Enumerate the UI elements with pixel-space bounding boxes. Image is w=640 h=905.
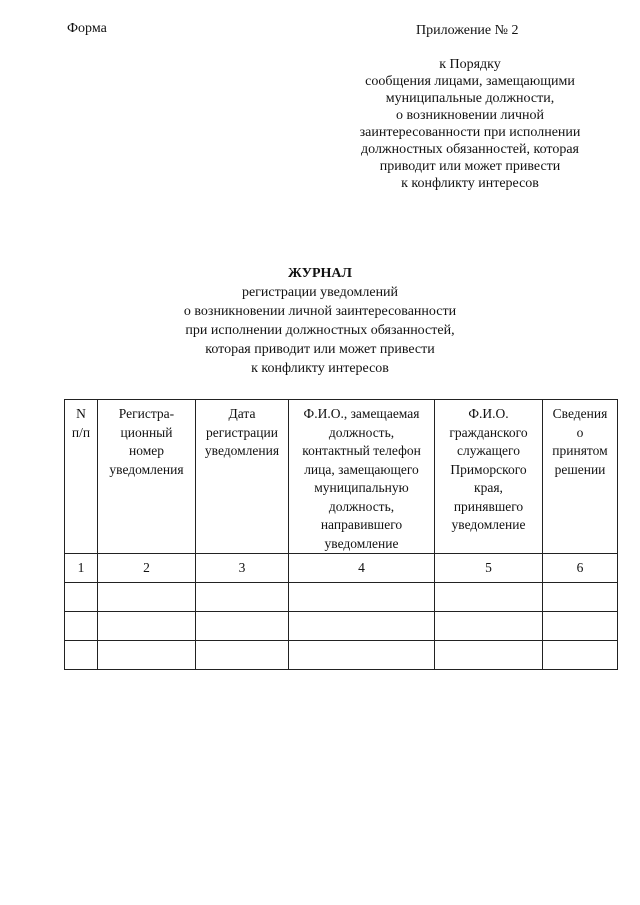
column-header-line: п/п bbox=[71, 424, 91, 440]
table-cell bbox=[543, 641, 618, 670]
column-header-line: Ф.И.О., замещаемая bbox=[303, 406, 420, 421]
appendix-line: должностных обязанностей, которая bbox=[361, 142, 579, 157]
table-cell bbox=[543, 612, 618, 641]
appendix-line: о возникновении личной bbox=[395, 108, 545, 123]
column-numbers-row bbox=[65, 554, 618, 583]
appendix-line: сообщения лицами, замещающими bbox=[365, 74, 575, 89]
table-cell bbox=[65, 583, 98, 612]
column-number-cell: 6 bbox=[543, 554, 618, 583]
table-cell bbox=[435, 612, 543, 641]
column-header-line: гражданского bbox=[449, 424, 528, 440]
journal-subtitle-line: о возникновении личной заинтересованности bbox=[183, 304, 457, 319]
column-header-receiver bbox=[435, 400, 543, 554]
column-header-line: решении bbox=[554, 461, 606, 477]
column-header-line: номер bbox=[128, 443, 164, 458]
table-cell bbox=[543, 583, 618, 612]
column-header-registration-date bbox=[196, 400, 289, 554]
column-header-line: ционный bbox=[120, 424, 173, 440]
journal-subtitle-line: к конфликту интересов bbox=[251, 361, 389, 376]
column-header-registration-number bbox=[98, 400, 196, 554]
table-cell bbox=[98, 612, 196, 641]
table-cell bbox=[289, 641, 435, 670]
journal-title: ЖУРНАЛ bbox=[288, 266, 352, 281]
journal-title-block bbox=[120, 264, 520, 378]
column-header-decision bbox=[543, 400, 618, 554]
table-cell bbox=[196, 612, 289, 641]
column-header-line: лица, замещающего bbox=[304, 461, 419, 477]
column-number-cell: 3 bbox=[196, 554, 289, 583]
column-header-line: должность, bbox=[328, 498, 395, 514]
column-header-line: служащего bbox=[457, 443, 520, 458]
column-header-line: регистрации bbox=[206, 424, 278, 440]
column-header-line: Сведения bbox=[552, 406, 608, 421]
table-cell bbox=[98, 583, 196, 612]
appendix-line: заинтересованности при исполнении bbox=[359, 125, 581, 140]
journal-table bbox=[64, 399, 618, 670]
column-header-line: Ф.И.О. bbox=[468, 406, 509, 421]
appendix-line: муниципальные должности, bbox=[385, 91, 555, 106]
column-header-line: края, bbox=[474, 480, 503, 495]
table-cell bbox=[65, 641, 98, 670]
appendix-line: приводит или может привести bbox=[379, 159, 561, 174]
column-number-cell: 1 bbox=[65, 554, 98, 583]
table-cell bbox=[196, 641, 289, 670]
column-header-line: Регистра- bbox=[118, 406, 175, 421]
column-number-cell: 2 bbox=[98, 554, 196, 583]
form-label: Форма bbox=[67, 21, 107, 36]
column-header-line: уведомления bbox=[204, 443, 280, 458]
column-header-line: муниципальную bbox=[314, 480, 409, 495]
column-header-line: о bbox=[576, 424, 584, 440]
column-header-sender bbox=[289, 400, 435, 554]
column-header-line: Приморского bbox=[450, 461, 527, 477]
journal-subtitle-line: при исполнении должностных обязанностей, bbox=[185, 323, 455, 338]
appendix-line: к Порядку bbox=[439, 57, 501, 72]
column-header-line: уведомления bbox=[109, 461, 184, 477]
column-number-cell: 5 bbox=[435, 554, 543, 583]
table-cell bbox=[65, 612, 98, 641]
journal-subtitle-line: которая приводит или может привести bbox=[205, 342, 435, 357]
table-cell bbox=[289, 612, 435, 641]
table-cell bbox=[435, 583, 543, 612]
column-header-line: уведомление bbox=[451, 517, 526, 532]
table-header-row bbox=[65, 400, 618, 554]
table-row bbox=[65, 641, 618, 670]
table-cell bbox=[196, 583, 289, 612]
table-row bbox=[65, 583, 618, 612]
column-header-line: должность, bbox=[328, 424, 395, 440]
appendix-description bbox=[330, 56, 610, 192]
appendix-number: Приложение № 2 bbox=[416, 23, 519, 38]
column-header-line: направившего bbox=[320, 517, 403, 532]
appendix-block bbox=[330, 21, 610, 192]
column-header-line: N bbox=[76, 406, 86, 421]
column-header-line: принявшего bbox=[453, 498, 524, 514]
table-cell bbox=[435, 641, 543, 670]
appendix-line: к конфликту интересов bbox=[401, 176, 539, 191]
column-number-cell: 4 bbox=[289, 554, 435, 583]
column-header-line: Дата bbox=[228, 406, 256, 421]
column-header-line: уведомление bbox=[324, 535, 399, 551]
column-header-number bbox=[65, 400, 98, 554]
journal-subtitle-line: регистрации уведомлений bbox=[241, 285, 399, 300]
column-header-line: контактный телефон bbox=[302, 443, 421, 458]
column-header-line: принятом bbox=[552, 443, 608, 458]
table-cell bbox=[98, 641, 196, 670]
table-cell bbox=[289, 583, 435, 612]
table-row bbox=[65, 612, 618, 641]
